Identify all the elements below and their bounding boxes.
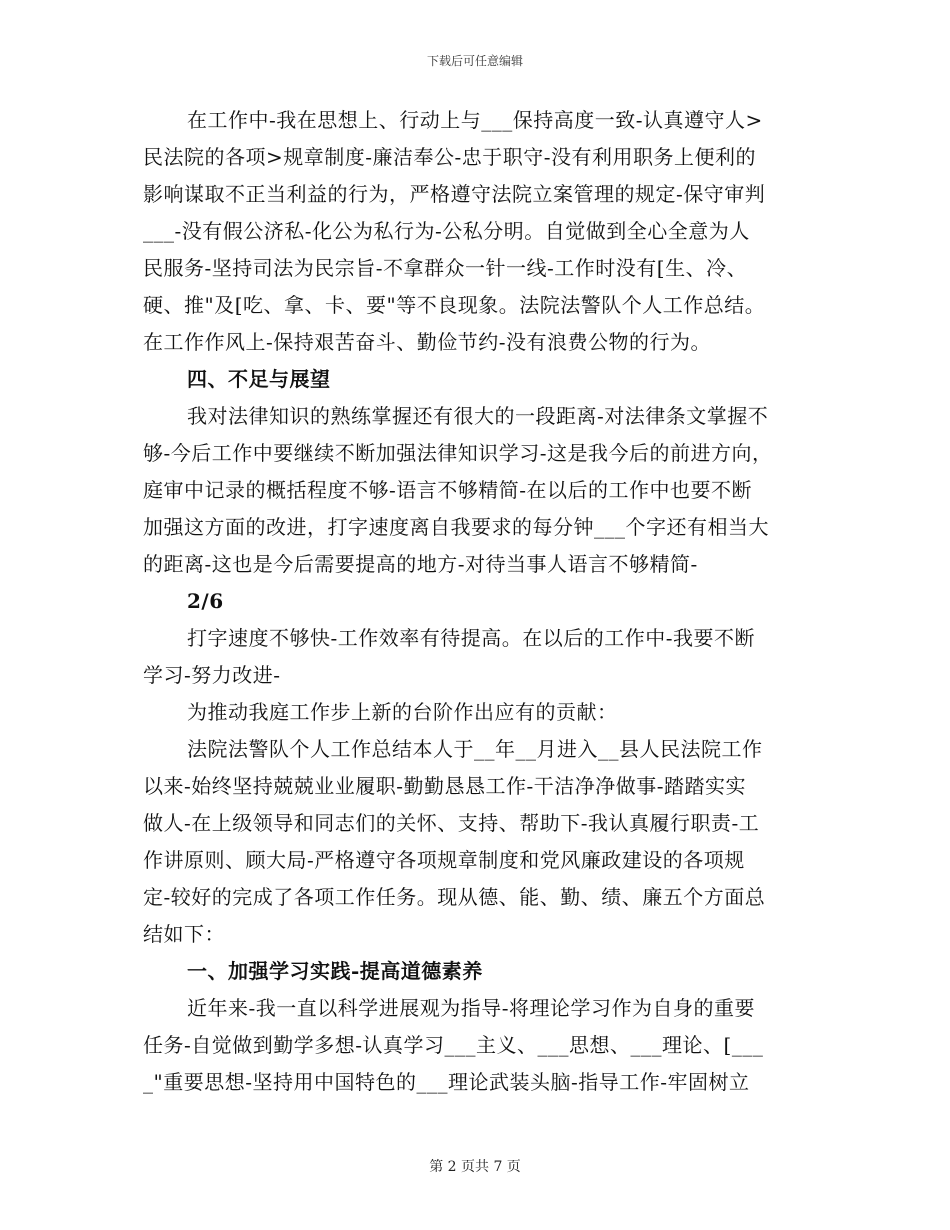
paragraph-line: ___-没有假公济私-化公为私行为-公私分明。自觉做到全心全意为人 (143, 219, 750, 243)
paragraph-line: 庭审中记录的概括程度不够-语言不够精简-在以后的工作中也要不断 (143, 478, 753, 502)
paragraph-line: 打字速度不够快-工作效率有待提高。在以后的工作中-我要不断 (187, 626, 756, 650)
paragraph-line: 定-较好的完成了各项工作任务。现从德、能、勤、绩、廉五个方面总 (143, 885, 766, 909)
section-heading: 一、加强学习实践-提高道德素养 (187, 959, 483, 983)
paragraph-line: 够-今后工作中要继续不断加强法律知识学习-这是我今后的前进方向， (143, 441, 773, 465)
paragraph-line: 我对法律知识的熟练掌握还有很大的一段距离-对法律条文掌握不 (187, 404, 769, 428)
paragraph-line: 民服务-坚持司法为民宗旨-不拿群众一针一线-工作时没有[生、冷、 (143, 256, 748, 280)
paragraph-line: 做人-在上级领导和同志们的关怀、支持、帮助下-我认真履行职责-工 (143, 811, 760, 835)
paragraph-line: 在工作中-我在思想上、行动上与___保持高度一致-认真遵守人> (187, 108, 763, 132)
paragraph-line: 加强这方面的改进，打字速度离自我要求的每分钟___个字还有相当大 (143, 515, 769, 539)
page-marker: 2/6 (187, 589, 224, 613)
paragraph-line: 任务-自觉做到勤学多想-认真学习___主义、___思想、___理论、[___ (143, 1033, 764, 1057)
paragraph-line: 为推动我庭工作步上新的台阶作出应有的贡献： (187, 700, 618, 724)
section-heading: 四、不足与展望 (187, 367, 331, 391)
paragraph-line: 硬、推"及[吃、拿、卡、要"等不良现象。法院法警队个人工作总结。 (143, 293, 766, 317)
paragraph-line: 作讲原则、顾大局-严格遵守各项规章制度和党风廉政建设的各项规 (143, 848, 745, 872)
paragraph-line: 近年来-我一直以科学进展观为指导-将理论学习作为自身的重要 (187, 996, 756, 1020)
paragraph-line: 在工作作风上-保持艰苦奋斗、勤俭节约-没有浪费公物的行为。 (143, 330, 712, 354)
paragraph-line: 法院法警队个人工作总结本人于__年__月进入__县人民法院工作 (187, 737, 763, 761)
paragraph-line: 学习-努力改进- (143, 663, 281, 687)
paragraph-line: _"重要思想-坚持用中国特色的___理论武装头脑-指导工作-牢固树立 (143, 1070, 750, 1094)
page-footer: 第 2 页共 7 页 (429, 1159, 521, 1175)
paragraph-line: 以来-始终坚持兢兢业业履职-勤勤恳恳工作-干洁净净做事-踏踏实实 (143, 774, 747, 798)
page-header: 下载后可任意编辑 (426, 54, 523, 68)
paragraph-line: 民法院的各项>规章制度-廉洁奉公-忠于职守-没有利用职务上便利的 (143, 145, 757, 169)
paragraph-line: 的距离-这也是今后需要提高的地方-对待当事人语言不够精简- (143, 552, 698, 576)
paragraph-line: 结如下： (143, 922, 225, 946)
paragraph-line: 影响谋取不正当利益的行为，严格遵守法院立案管理的规定-保守审判 (143, 182, 766, 206)
